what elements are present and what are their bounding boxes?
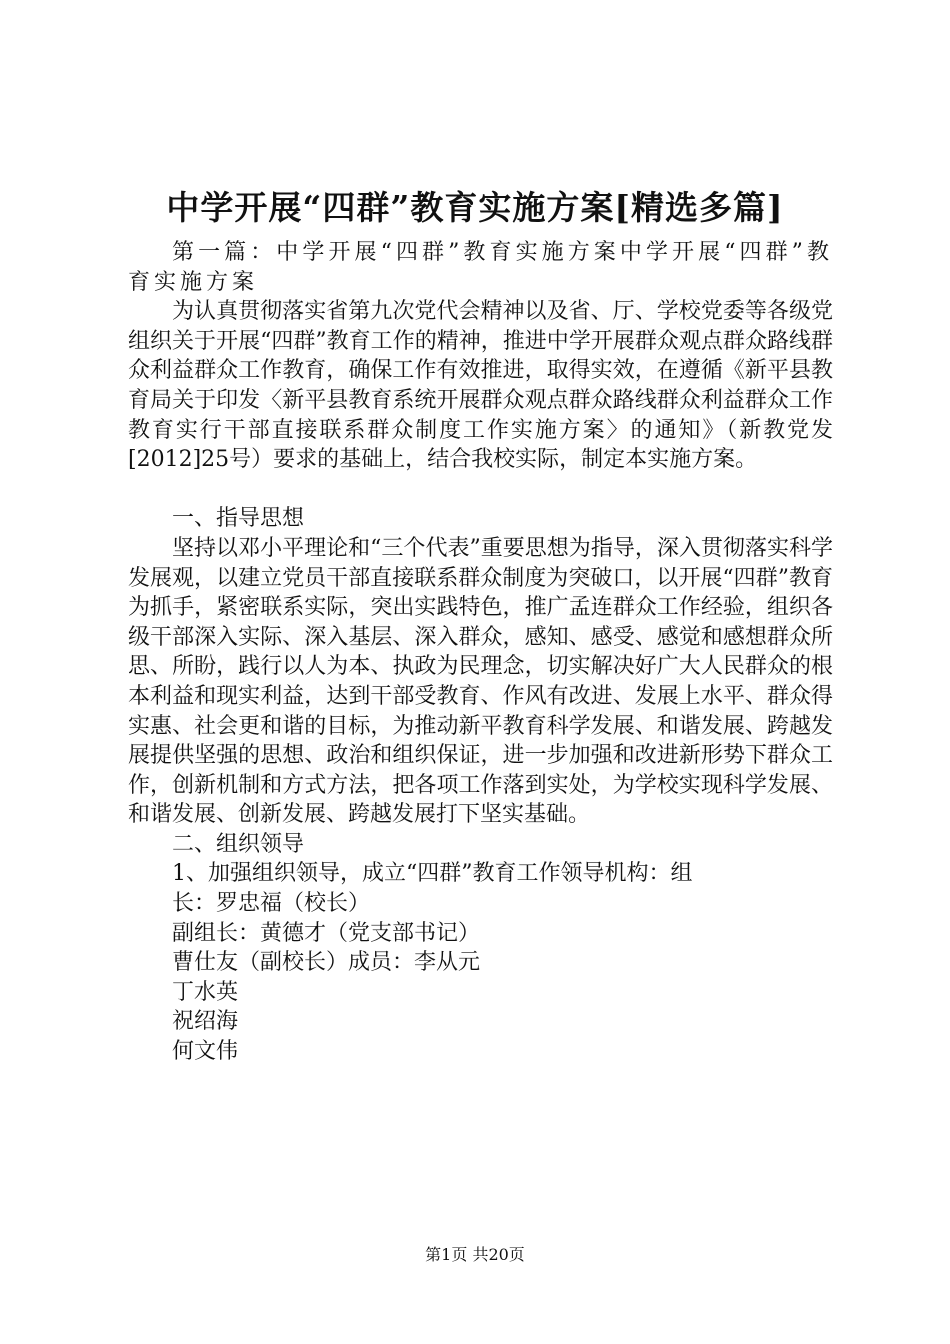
paragraph-guiding-ideology: 坚持以邓小平理论和“三个代表”重要思想为指导，深入贯彻落实科学发展观，以建立党员干部直接联系群众制度为突破口，以开展“四群”教育为抓手，紧密联系实际，突出实践特色，推广孟连群众工作经验，组织各级干部深入实际、深入基层、深入群众，感知、感受、感觉和感想群众所思、所盼，践行以人为本、执政为民理念，切实解决好广大人民群众的根本利益和现实利益，达到干部受教育、作风有改进、发展上水平、群众得实惠、社会更和谐的目标，为推动新平教育科学发展、和谐发展、跨越发展提供坚强的思想、政治和组织保证，进一步加强和改进新形势下群众工作，创新机制和方式方法，把各项工作落到实处，为学校实现科学发展、和谐发展、创新发展、跨越发展打下坚实基础。 xyxy=(128,535,833,828)
organization-line: 副组长：黄德才（党支部书记） xyxy=(172,920,481,946)
document-title: 中学开展“四群”教育实施方案[精选多篇] xyxy=(166,188,784,227)
paragraph-spacer xyxy=(128,475,833,505)
paragraph-intro: 第一篇：中学开展“四群”教育实施方案中学开展“四群”教育实施方案 xyxy=(128,240,833,295)
paragraph-preamble: 为认真贯彻落实省第九次党代会精神以及省、厅、学校党委等各级党组织关于开展“四群”教育工作的精神，推进中学开展群众观点群众路线群众利益群众工作教育，确保工作有效推进，取得实效，在遵循《新平县教育局关于印发〈新平县教育系统开展群众观点群众路线群众利益群众工作教育实行干部直接联系群众制度工作实施方案〉的通知》（新教党发[2012]25号）要求的基础上，结合我校实际，制定本实施方案。 xyxy=(128,299,833,473)
organization-line: 何文伟 xyxy=(172,1039,239,1065)
organization-line: 祝绍海 xyxy=(172,1009,239,1035)
section-heading-organization: 二、组织领导 xyxy=(172,831,305,857)
organization-line: 1、加强组织领导，成立“四群”教育工作领导机构：组 xyxy=(172,861,693,887)
organization-line: 曹仕友（副校长）成员：李从元 xyxy=(172,950,481,976)
section-heading-guiding-ideology: 一、指导思想 xyxy=(172,506,305,532)
organization-line: 丁水英 xyxy=(172,979,239,1005)
page-number-footer: 第1页 共20页 xyxy=(425,1245,525,1264)
document-body xyxy=(128,238,833,1067)
organization-line: 长：罗忠福（校长） xyxy=(172,891,371,917)
